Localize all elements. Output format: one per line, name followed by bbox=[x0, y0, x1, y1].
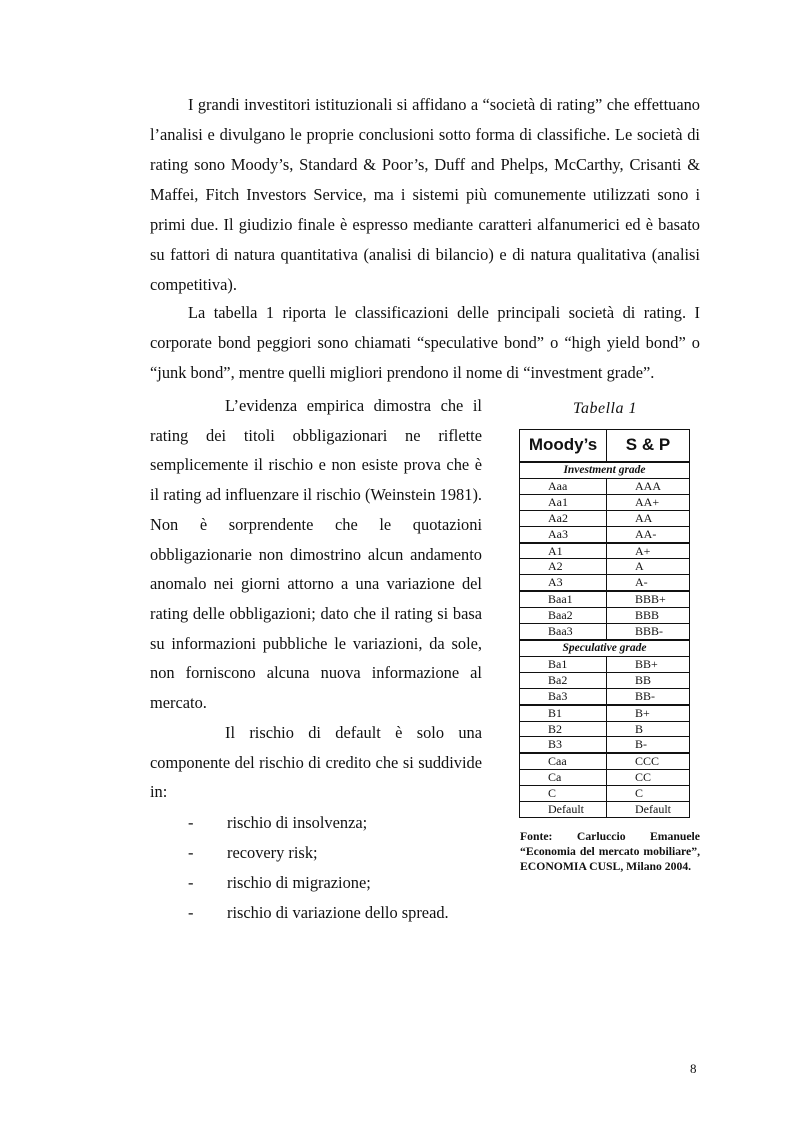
moodys-cell: Ba3 bbox=[520, 688, 607, 704]
sp-cell: A- bbox=[607, 575, 690, 591]
table-row bbox=[520, 526, 690, 542]
sp-cell: AAA bbox=[607, 478, 690, 494]
moodys-cell: A3 bbox=[520, 575, 607, 591]
paragraph-default-risk: Il rischio di default è solo una componente del rischio di credito che si suddivide in: bbox=[150, 723, 482, 802]
sp-cell: AA bbox=[607, 510, 690, 526]
moodys-cell: Baa1 bbox=[520, 591, 607, 607]
page-number: 8 bbox=[690, 1061, 697, 1076]
moodys-cell: Aa3 bbox=[520, 526, 607, 542]
moodys-cell: Aa1 bbox=[520, 494, 607, 510]
moodys-cell: Ca bbox=[520, 770, 607, 786]
table-row bbox=[520, 721, 690, 737]
header-sp: S & P bbox=[607, 430, 690, 463]
table-row bbox=[520, 624, 690, 640]
table-row bbox=[520, 672, 690, 688]
sp-cell: AA+ bbox=[607, 494, 690, 510]
bullet-marker: - bbox=[188, 843, 194, 862]
table-row bbox=[520, 543, 690, 559]
paragraph-table-intro: La tabella 1 riporta le classificazioni delle principali società di rating. I corporate bond peggiori sono chiamati “speculative bond” o “high yield bond” o “junk bond”, mentre quelli migliori prendono il nome di “investment grade”. bbox=[150, 303, 700, 382]
section-label: Investment grade bbox=[520, 462, 690, 478]
bullet-marker: - bbox=[188, 873, 194, 892]
table-row bbox=[520, 510, 690, 526]
list-item: - recovery risk; bbox=[150, 838, 490, 868]
moodys-cell: Aaa bbox=[520, 478, 607, 494]
table-row bbox=[520, 753, 690, 769]
table-row bbox=[520, 494, 690, 510]
sp-cell: B- bbox=[607, 737, 690, 753]
list-item: - rischio di insolvenza; bbox=[150, 808, 490, 838]
table-row bbox=[520, 591, 690, 607]
sp-cell: BBB- bbox=[607, 624, 690, 640]
table-row bbox=[520, 737, 690, 753]
moodys-cell: B3 bbox=[520, 737, 607, 753]
list-item: - rischio di migrazione; bbox=[150, 868, 490, 898]
sp-cell: A bbox=[607, 559, 690, 575]
bullet-marker: - bbox=[188, 903, 194, 922]
table-row bbox=[520, 559, 690, 575]
rating-table bbox=[519, 429, 690, 818]
table-row bbox=[520, 770, 690, 786]
moodys-cell: Baa2 bbox=[520, 608, 607, 624]
sp-cell: B+ bbox=[607, 705, 690, 721]
moodys-cell: Baa3 bbox=[520, 624, 607, 640]
table-row bbox=[520, 608, 690, 624]
table-row bbox=[520, 478, 690, 494]
table-row bbox=[520, 575, 690, 591]
moodys-cell: A1 bbox=[520, 543, 607, 559]
table-row bbox=[520, 656, 690, 672]
sp-cell: BB- bbox=[607, 688, 690, 704]
sp-cell: AA- bbox=[607, 526, 690, 542]
sp-cell: BBB+ bbox=[607, 591, 690, 607]
sp-cell: CCC bbox=[607, 753, 690, 769]
list-item: - rischio di variazione dello spread. bbox=[150, 898, 490, 928]
table-row bbox=[520, 786, 690, 802]
sp-cell: BB+ bbox=[607, 656, 690, 672]
table-row bbox=[520, 705, 690, 721]
table-row bbox=[520, 802, 690, 818]
paragraph-empirical-evidence: L’evidenza empirica dimostra che il rating dei titoli obbligazionari ne riflette semplicemente il rischio e non esiste prova che è il rating ad influenzare il rischio (Weinstein 1981). Non è sorprendente che le quotazioni obbligazionarie non dimostrino alcun andamento anomalo nei giorni attorno a una variazione del rating delle obbligazioni; dato che il rating si basa su informazioni pubbliche le variazioni, da sole, non forniscono alcuna nuova informazione al mercato. bbox=[150, 396, 482, 713]
moodys-cell: C bbox=[520, 786, 607, 802]
sp-cell: A+ bbox=[607, 543, 690, 559]
credit-risk-list bbox=[150, 808, 490, 928]
moodys-cell: Aa2 bbox=[520, 510, 607, 526]
bullet-marker: - bbox=[188, 813, 194, 832]
moodys-cell: Default bbox=[520, 802, 607, 818]
paragraph-rating-agencies: I grandi investitori istituzionali si affidano a “società di rating” che effettuano l’analisi e divulgano le proprie conclusioni sotto forma di classifiche. Le società di rating sono Moody’s, Standard & Poor’s, Duff and Phelps, McCarthy, Crisanti & Maffei, Fitch Investors Service, ma i sistemi più comunemente utilizzati sono i primi due. Il giudizio finale è espresso mediante caratteri alfanumerici ed è basato su fattori di natura quantitativa (analisi di bilancio) e di natura qualitativa (analisi competitiva). bbox=[150, 95, 700, 294]
sp-cell: BBB bbox=[607, 608, 690, 624]
section-label: Speculative grade bbox=[520, 640, 690, 656]
moodys-cell: B2 bbox=[520, 721, 607, 737]
header-moodys: Moody’s bbox=[520, 430, 607, 463]
moodys-cell: Ba1 bbox=[520, 656, 607, 672]
sp-cell: C bbox=[607, 786, 690, 802]
moodys-cell: Caa bbox=[520, 753, 607, 769]
table-caption: Tabella 1 bbox=[573, 400, 637, 417]
table-source: Fonte: Carluccio Emanuele “Economia del mercato mobiliare”, ECONOMIA CUSL, Milano 2004. bbox=[520, 830, 700, 873]
table-row bbox=[520, 688, 690, 704]
moodys-cell: Ba2 bbox=[520, 672, 607, 688]
sp-cell: B bbox=[607, 721, 690, 737]
sp-cell: Default bbox=[607, 802, 690, 818]
sp-cell: CC bbox=[607, 770, 690, 786]
moodys-cell: B1 bbox=[520, 705, 607, 721]
rating-table-body bbox=[520, 462, 690, 817]
moodys-cell: A2 bbox=[520, 559, 607, 575]
sp-cell: BB bbox=[607, 672, 690, 688]
